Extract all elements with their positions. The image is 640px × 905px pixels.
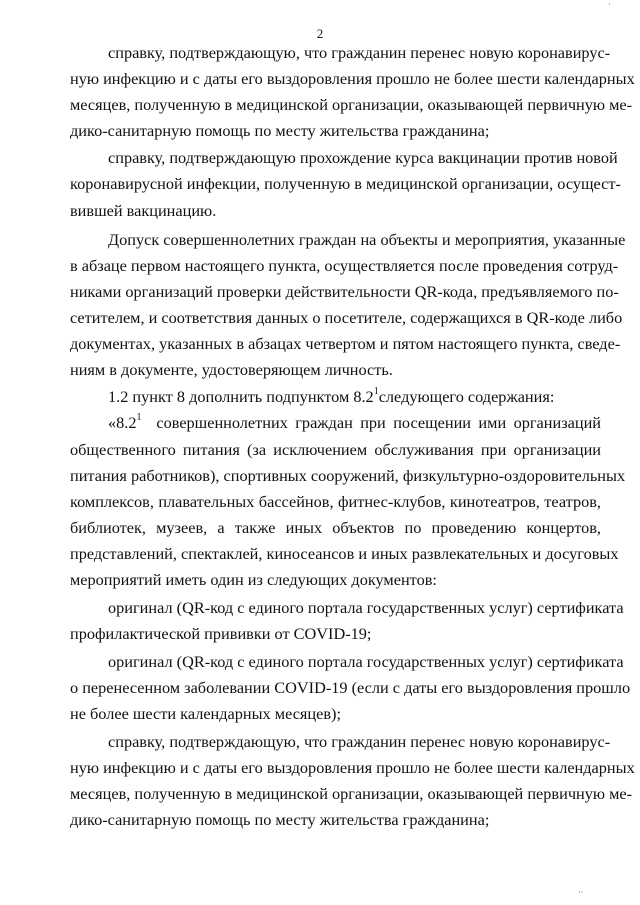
text-line: питания работников), спортивных сооружений, физкультурно-оздоровительных xyxy=(70,466,626,485)
superscript-index: 1 xyxy=(373,385,379,397)
text-line: справку, подтверждающую прохождение курса вакцинации против новой xyxy=(108,148,618,167)
text-line: месяцев, полученную в медицинской организации, оказывающей первичную ме- xyxy=(70,784,633,803)
text-line: профилактической прививки от COVID-19; xyxy=(70,624,372,643)
clause-start xyxy=(108,413,601,433)
text-line: месяцев, полученную в медицинской организации, оказывающей первичную ме- xyxy=(70,95,633,114)
text-line: комплексов, плавательных бассейнов, фитнес-клубов, кинотеатров, театров, xyxy=(70,492,601,511)
text-line: в абзаце первом настоящего пункта, осуществляется после проведения сотруд- xyxy=(70,256,619,275)
superscript-index: 1 xyxy=(136,411,142,423)
text-line: коронавирусной инфекции, полученную в медицинской организации, осущест- xyxy=(70,174,621,193)
text-line: не более шести календарных месяцев); xyxy=(70,704,341,723)
text-line: библиотек, музеев, а также иных объектов по проведению концертов, xyxy=(70,518,601,537)
amendment-heading-tail: следующего содержания: xyxy=(378,387,555,406)
text-line: о перенесенном заболевании COVID-19 (если с даты его выздоровления прошло xyxy=(70,678,631,697)
text-line: представлений, спектаклей, киносеансов и иных развлекательных и досуговых xyxy=(70,544,619,563)
page-number: 2 xyxy=(316,26,324,41)
text-line: справку, подтверждающую, что гражданин перенес новую коронавирус- xyxy=(108,43,611,62)
amendment-heading-text: 1.2 пункт 8 дополнить подпунктом 8.2 xyxy=(108,387,374,406)
scan-mark-bottom: ·· xyxy=(578,888,584,897)
text-line: оригинал (QR-код с единого портала государственных услуг) сертификата xyxy=(108,652,624,671)
text-line: оригинал (QR-код с единого портала государственных услуг) сертификата xyxy=(108,598,624,617)
text-line: ниям в документе, удостоверяющем личность. xyxy=(70,360,393,379)
text-line: сетителем, и соответствия данных о посетителе, содержащихся в QR-коде либо xyxy=(70,308,623,327)
text-line: ную инфекцию и с даты его выздоровления прошло не более шести календарных xyxy=(70,758,635,777)
text-line: документах, указанных в абзацах четвертом и пятом настоящего пункта, сведе- xyxy=(70,334,621,353)
text-line: ную инфекцию и с даты его выздоровления прошло не более шести календарных xyxy=(70,69,635,88)
clause-text: совершеннолетних граждан при посещении ими организаций xyxy=(156,413,601,432)
text-line: мероприятий иметь один из следующих документов: xyxy=(70,570,437,589)
text-line: справку, подтверждающую, что гражданин перенес новую коронавирус- xyxy=(108,732,611,751)
text-line: Допуск совершеннолетних граждан на объекты и мероприятия, указанные xyxy=(108,230,626,249)
text-line: вившей вакцинацию. xyxy=(70,201,217,220)
text-line: никами организаций проверки действительности QR-кода, предъявляемого по- xyxy=(70,282,619,301)
amendment-heading xyxy=(108,387,601,407)
text-line: дико-санитарную помощь по месту жительства гражданина; xyxy=(70,121,490,140)
text-line: дико-санитарную помощь по месту жительства гражданина; xyxy=(70,810,490,829)
text-line: общественного питания (за исключением обслуживания при организации xyxy=(70,440,601,459)
clause-number: «8.2 xyxy=(108,413,137,432)
scan-mark-top: · xyxy=(608,0,611,9)
